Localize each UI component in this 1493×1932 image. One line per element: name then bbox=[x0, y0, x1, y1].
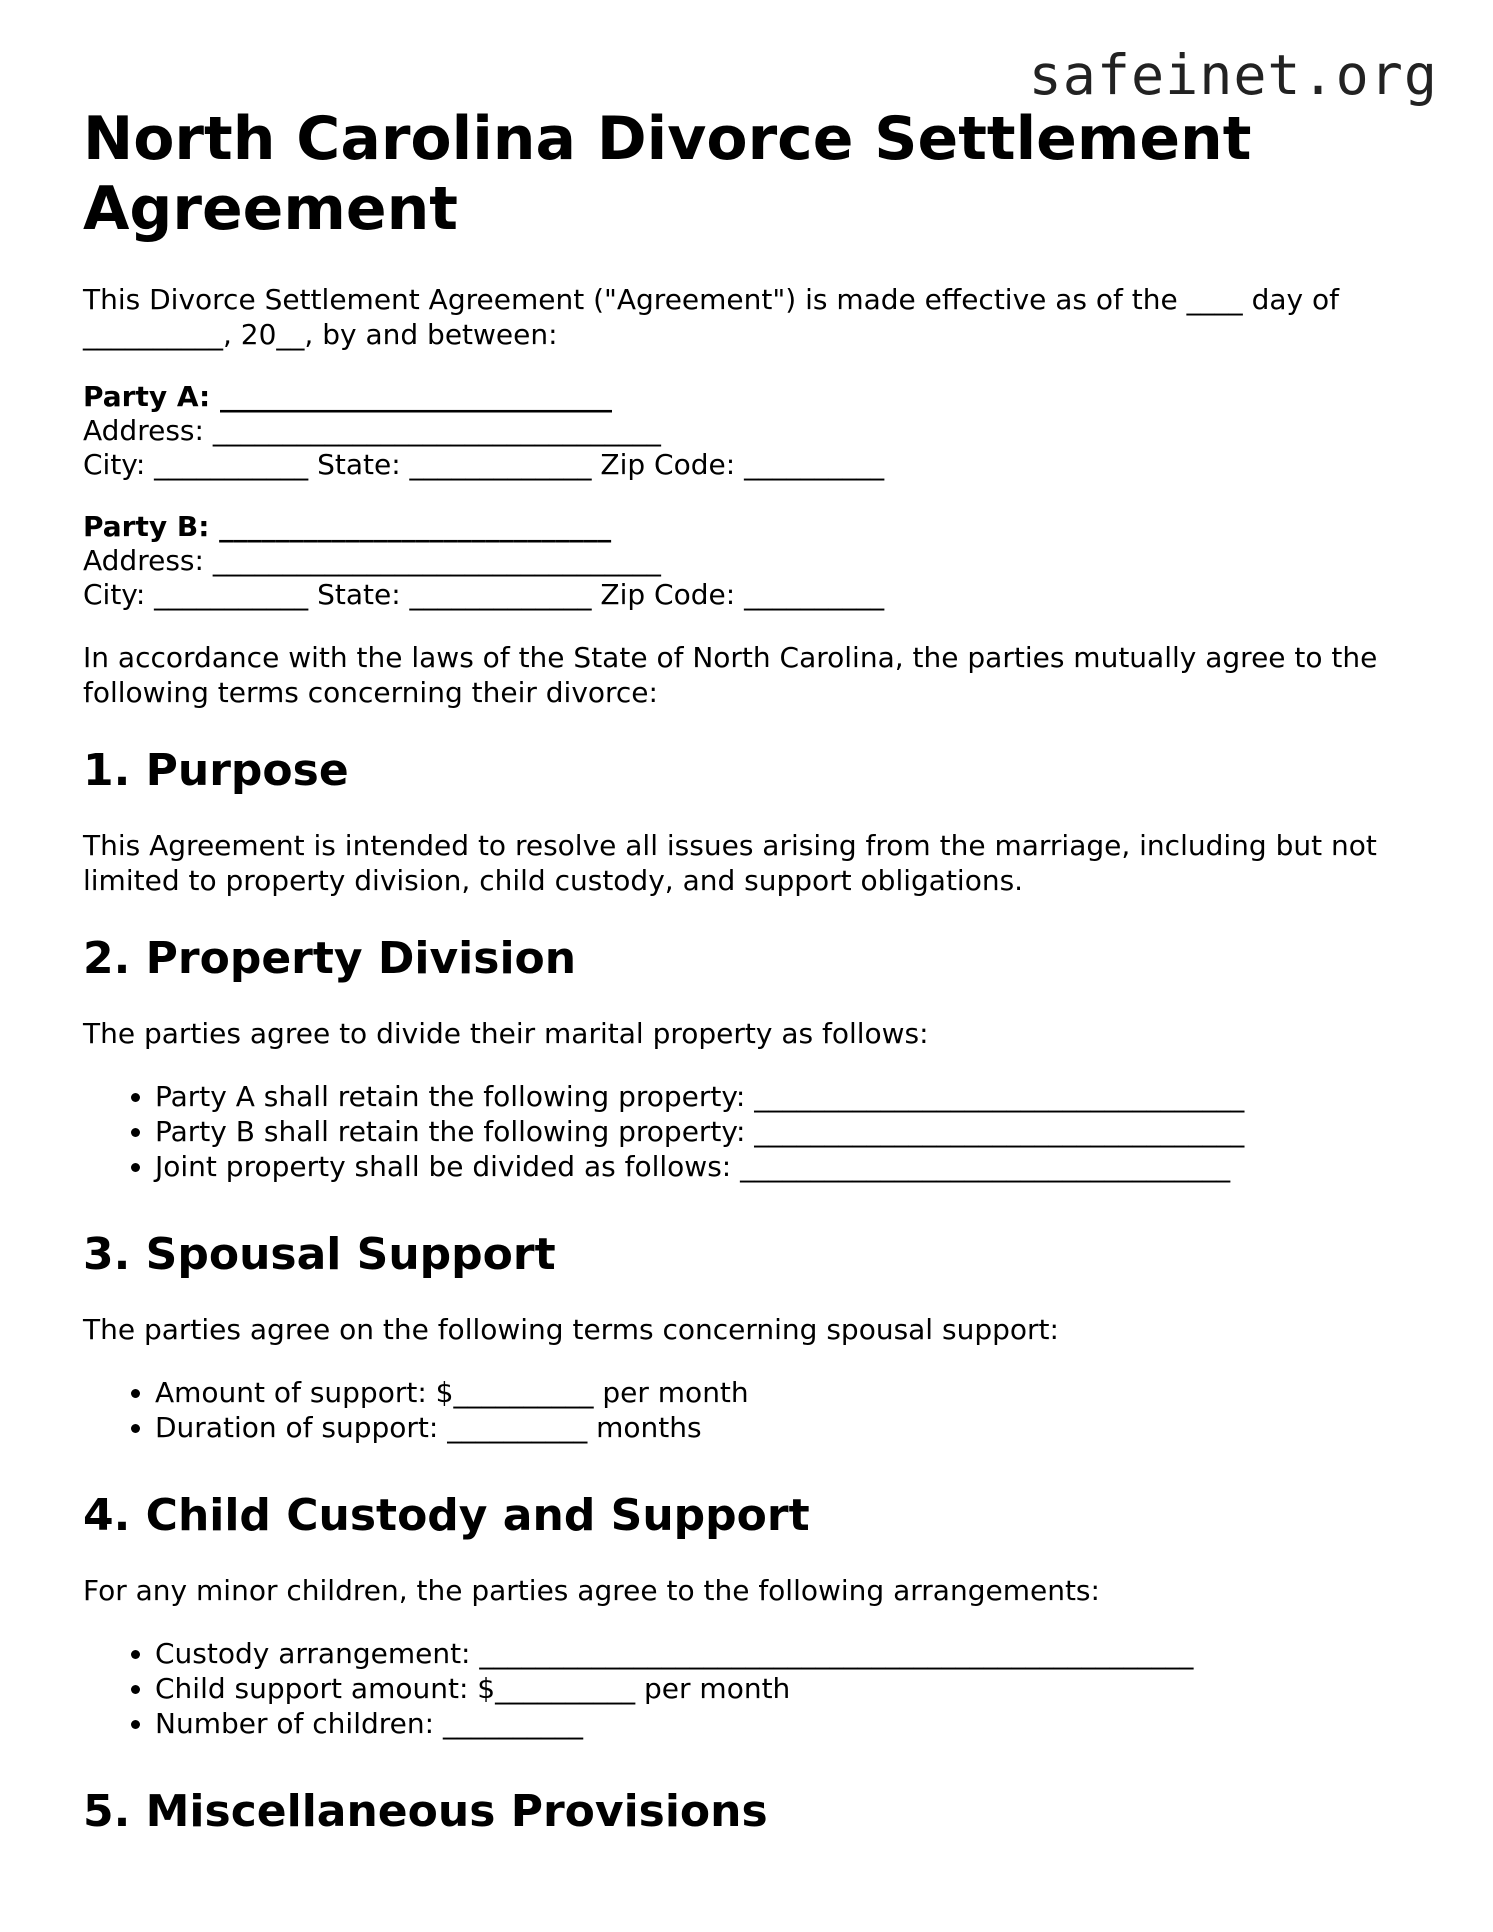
purpose-text: This Agreement is intended to resolve all issues arising from the marriage, including but not limited to property division, child custody, and support obligations. bbox=[83, 829, 1377, 897]
intro-paragraph: This Divorce Settlement Agreement ("Agreement") is made effective as of the ____ day of __________, 20__, by and between: bbox=[83, 283, 1339, 351]
party-b-block bbox=[83, 510, 1423, 612]
document-page bbox=[83, 104, 1423, 1869]
document-title: North Carolina Divorce Settlement Agreement bbox=[83, 104, 1252, 244]
list-item: • Amount of support: $__________ per month bbox=[155, 1375, 1423, 1410]
spousal-support-text: The parties agree on the following terms concerning spousal support: bbox=[83, 1313, 1059, 1346]
party-b-address-line: Address: ________________________________ bbox=[83, 544, 661, 577]
list-item: • Joint property shall be divided as follows: ___________________________________ bbox=[155, 1149, 1423, 1184]
property-division-text: The parties agree to divide their marital property as follows: bbox=[83, 1017, 929, 1050]
section-heading-spousal-support: 3. Spousal Support bbox=[83, 1229, 556, 1280]
accordance-paragraph: In accordance with the laws of the State of North Carolina, the parties mutually agree to the following terms concerning their divorce: bbox=[83, 641, 1378, 709]
list-item: • Custody arrangement: ___________________________________________________ bbox=[155, 1636, 1423, 1671]
list-item: • Duration of support: __________ months bbox=[155, 1410, 1423, 1445]
party-b-name-line: Party B: ____________________________ bbox=[83, 510, 612, 543]
section-heading-miscellaneous: 5. Miscellaneous Provisions bbox=[83, 1786, 768, 1837]
spousal-support-list bbox=[83, 1375, 1423, 1445]
list-item: • Child support amount: $__________ per month bbox=[155, 1671, 1423, 1706]
section-heading-purpose: 1. Purpose bbox=[83, 745, 349, 796]
section-heading-property-division: 2. Property Division bbox=[83, 933, 577, 984]
party-a-city-state-zip-line: City: ___________ State: _____________ Zip Code: __________ bbox=[83, 448, 885, 481]
property-division-list bbox=[83, 1079, 1423, 1184]
list-item: • Number of children: __________ bbox=[155, 1706, 1423, 1741]
list-item: • Party B shall retain the following property: ___________________________________ bbox=[155, 1114, 1423, 1149]
party-b-city-state-zip-line: City: ___________ State: _____________ Zip Code: __________ bbox=[83, 578, 885, 611]
party-a-name-line: Party A: ____________________________ bbox=[83, 380, 612, 413]
watermark: safeinet.org bbox=[1028, 43, 1438, 107]
child-custody-list bbox=[83, 1636, 1423, 1741]
party-a-block bbox=[83, 380, 1423, 482]
section-heading-child-custody: 4. Child Custody and Support bbox=[83, 1490, 810, 1541]
list-item: • Party A shall retain the following property: ___________________________________ bbox=[155, 1079, 1423, 1114]
child-custody-text: For any minor children, the parties agree to the following arrangements: bbox=[83, 1574, 1100, 1607]
party-a-address-line: Address: ________________________________ bbox=[83, 414, 661, 447]
